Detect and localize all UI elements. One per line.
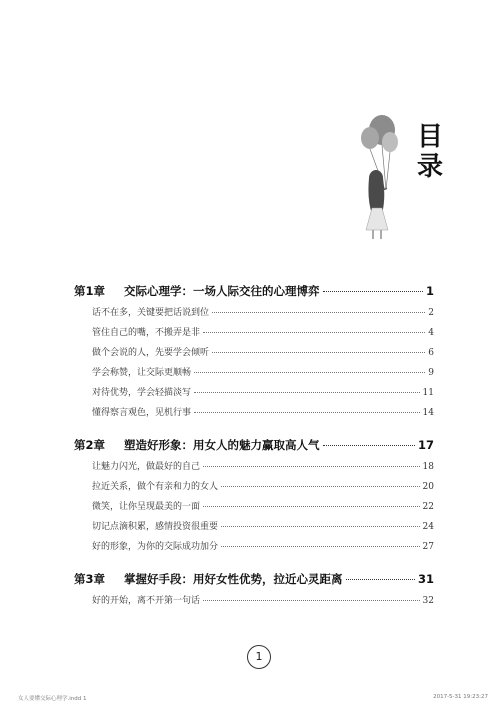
section-title: 切记点滴积累，感情投资很重要 bbox=[92, 522, 219, 532]
section-entry[interactable] bbox=[92, 499, 434, 519]
section-entry[interactable] bbox=[92, 459, 434, 479]
section-title: 懂得察言观色，见机行事 bbox=[92, 408, 192, 418]
section-page: 11 bbox=[422, 388, 434, 398]
toc-heading bbox=[410, 122, 450, 182]
section-page: 27 bbox=[422, 542, 434, 552]
dot-leader bbox=[212, 352, 425, 353]
section-title: 管住自己的嘴，不搬弄是非 bbox=[92, 328, 201, 338]
print-footer bbox=[18, 694, 488, 704]
dot-leader bbox=[203, 600, 420, 601]
chapter-entry[interactable] bbox=[74, 571, 434, 593]
chapter-entry[interactable] bbox=[74, 437, 434, 459]
chapter-page: 1 bbox=[425, 284, 434, 298]
section-title: 微笑，让你呈现最美的一面 bbox=[92, 502, 201, 512]
chapter-page: 31 bbox=[417, 572, 434, 586]
section-entry[interactable] bbox=[92, 405, 434, 425]
dot-leader bbox=[194, 372, 425, 373]
dot-leader bbox=[221, 526, 420, 527]
section-title: 好的开始，离不开第一句话 bbox=[92, 596, 201, 606]
dot-leader bbox=[203, 506, 420, 507]
footer-timestamp: 2017-5-31 19:23:27 bbox=[433, 694, 488, 700]
footer-file-name: 女人要懂交际心理学.indd 1 bbox=[18, 696, 87, 702]
dot-leader bbox=[203, 332, 425, 333]
dot-leader bbox=[221, 546, 420, 547]
section-page: 20 bbox=[422, 482, 434, 492]
section-page: 9 bbox=[428, 368, 434, 378]
section-entry[interactable] bbox=[92, 385, 434, 405]
section-title: 话不在多，关键要把话说到位 bbox=[92, 308, 210, 318]
section-entry[interactable] bbox=[92, 305, 434, 325]
chapter-page: 17 bbox=[417, 438, 434, 452]
section-entry[interactable] bbox=[92, 593, 434, 613]
section-entry[interactable] bbox=[92, 325, 434, 345]
chapter-number: 第1章 bbox=[74, 284, 106, 298]
section-page: 22 bbox=[422, 502, 434, 512]
section-page: 18 bbox=[422, 462, 434, 472]
section-title: 拉近关系，做个有亲和力的女人 bbox=[92, 482, 219, 492]
dot-leader bbox=[346, 579, 415, 580]
section-entry[interactable] bbox=[92, 519, 434, 539]
page-number: 1 bbox=[247, 645, 271, 669]
section-page: 32 bbox=[422, 596, 434, 606]
section-entry[interactable] bbox=[92, 365, 434, 385]
section-title: 好的形象，为你的交际成功加分 bbox=[92, 542, 219, 552]
chapter-title: 掌握好手段：用好女性优势，拉近心灵距离 bbox=[124, 572, 343, 586]
dot-leader bbox=[194, 392, 420, 393]
dot-leader bbox=[221, 486, 420, 487]
table-of-contents bbox=[74, 283, 434, 625]
section-title: 让魅力闪光，做最好的自己 bbox=[92, 462, 201, 472]
chapter-3 bbox=[74, 571, 434, 613]
section-title: 对待优势，学会轻描淡写 bbox=[92, 388, 192, 398]
section-title: 学会称赞，让交际更顺畅 bbox=[92, 368, 192, 378]
toc-heading-char-2: 录 bbox=[416, 152, 443, 182]
toc-heading-char-1: 目 bbox=[416, 122, 443, 152]
section-title: 做个会说的人，先要学会倾听 bbox=[92, 348, 210, 358]
chapter-title: 塑造好形象：用女人的魅力赢取高人气 bbox=[124, 438, 320, 452]
chapter-1 bbox=[74, 283, 434, 425]
section-page: 6 bbox=[428, 348, 434, 358]
dot-leader bbox=[323, 445, 415, 446]
section-page: 2 bbox=[428, 308, 434, 318]
section-page: 24 bbox=[422, 522, 434, 532]
chapter-number: 第2章 bbox=[74, 438, 106, 452]
dot-leader bbox=[323, 291, 423, 292]
section-page: 14 bbox=[422, 408, 434, 418]
chapter-2 bbox=[74, 437, 434, 559]
chapter-title: 交际心理学：一场人际交往的心理博弈 bbox=[124, 284, 320, 298]
dot-leader bbox=[194, 412, 420, 413]
dot-leader bbox=[203, 466, 420, 467]
chapter-entry[interactable] bbox=[74, 283, 434, 305]
section-entry[interactable] bbox=[92, 539, 434, 559]
girl-with-balloons-icon bbox=[350, 112, 406, 240]
section-page: 4 bbox=[428, 328, 434, 338]
dot-leader bbox=[212, 312, 425, 313]
chapter-number: 第3章 bbox=[74, 572, 106, 586]
section-entry[interactable] bbox=[92, 479, 434, 499]
section-entry[interactable] bbox=[92, 345, 434, 365]
